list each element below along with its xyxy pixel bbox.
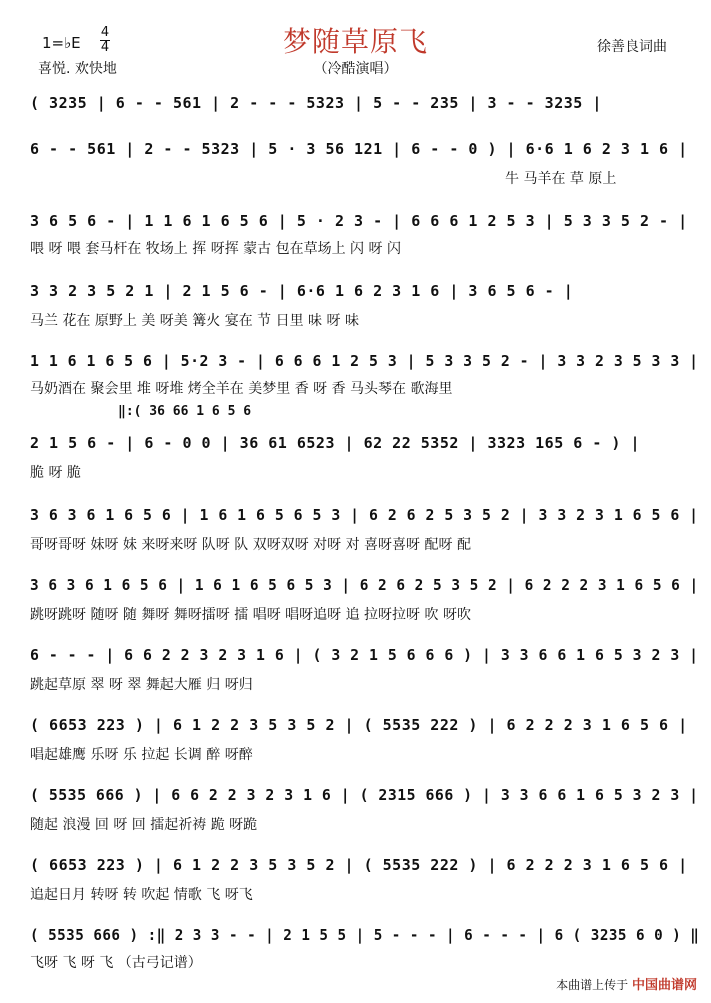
lyric-line-3: 喂 呀 喂 套马杆在 牧场上 挥 呀挥 蒙古 包在草场上 闪 呀 闪 — [30, 241, 401, 257]
lyric-line-11: 随起 浪漫 回 呀 回 擂起祈祷 跪 呀跪 — [30, 817, 258, 833]
song-title: 梦随草原飞 — [282, 25, 428, 58]
tempo-marking: 喜悦. 欢快地 — [38, 61, 117, 77]
lyric-line-10: 唱起雄鹰 乐呀 乐 拉起 长调 醉 呀醉 — [30, 747, 253, 763]
time-signature — [100, 26, 110, 55]
lyric-line-5: 马奶酒在 聚会里 堆 呀堆 烤全羊在 美梦里 香 呀 香 马头琴在 歌海里 — [30, 381, 453, 397]
lyric-line-2: 牛 马羊在 草 原上 — [505, 171, 617, 187]
lyric-line-12: 追起日月 转呀 转 吹起 情歌 飞 呀飞 — [30, 887, 253, 903]
score-line-7: 3 6 3 6 1 6 5 6 | 1 6 1 6 5 6 5 3 | 6 2 6 2 5 3 5 2 | 3 3 2 3 1 6 5 6 | — [30, 506, 699, 524]
score-line-3: 3 6 5 6 - | 1 1 6 1 6 5 6 | 5 · 2 3 - | 6 6 6 1 2 5 3 | 5 3 3 5 2 - | — [30, 212, 688, 230]
meter-top: 4 — [100, 25, 110, 40]
lyric-line-9: 跳起草原 翠 呀 翠 舞起大雁 归 呀归 — [30, 677, 253, 693]
site-logo[interactable]: 中国曲谱网 — [631, 978, 697, 993]
meter-bottom: 4 — [100, 40, 110, 55]
lyric-line-6: 脆 呀 脆 — [30, 465, 81, 481]
lyric-line-13: 飞呀 飞 呀 飞 （古弓记谱） — [30, 955, 202, 971]
score-line-13: ( 5535 666 ) :‖ 2 3 3 - - | 2 1 5 5 | 5 - - - | 6 - - - | 6 ( 3235 6 0 ) ‖ — [30, 926, 700, 944]
footer-credit — [556, 974, 697, 993]
repeat-prelude: ‖:( 36 66 1 6 5 6 — [118, 404, 252, 419]
upload-text: 本曲谱上传于 — [556, 978, 629, 992]
score-line-8: 3 6 3 6 1 6 5 6 | 1 6 1 6 5 6 5 3 | 6 2 6 2 5 3 5 2 | 6 2 2 2 3 1 6 5 6 | — [30, 576, 699, 594]
score-line-2: 6 - - 561 | 2 - - 5323 | 5 · 3 56 121 | 6 - - 0 ) | 6·6 1 6 2 3 1 6 | — [30, 140, 688, 158]
score-line-11: ( 5535 666 ) | 6 6 2 2 3 2 3 1 6 | ( 2315 666 ) | 3 3 6 6 1 6 5 3 2 3 | — [30, 786, 699, 804]
score-line-10: ( 6653 223 ) | 6 1 2 2 3 5 3 5 2 | ( 5535 222 ) | 6 2 2 2 3 1 6 5 6 | — [30, 716, 688, 734]
lyric-line-8: 跳呀跳呀 随呀 随 舞呀 舞呀擂呀 擂 唱呀 唱呀追呀 追 拉呀拉呀 吹 呀吹 — [30, 607, 471, 623]
score-line-6: 2 1 5 6 - | 6 - 0 0 | 36 61 6523 | 62 22 5352 | 3323 165 6 - ) | — [30, 434, 640, 452]
score-line-4: 3 3 2 3 5 2 1 | 2 1 5 6 - | 6·6 1 6 2 3 1 6 | 3 6 5 6 - | — [30, 282, 574, 300]
composer-credit: 徐善良词曲 — [597, 39, 667, 55]
score-line-5: 1 1 6 1 6 5 6 | 5·2 3 - | 6 6 6 1 2 5 3 | 5 3 3 5 2 - | 3 3 2 3 5 3 3 | — [30, 352, 699, 370]
lyric-line-7: 哥呀哥呀 妹呀 妹 来呀来呀 队呀 队 双呀双呀 对呀 对 喜呀喜呀 配呀 配 — [30, 537, 471, 553]
lyric-line-4: 马兰 花在 原野上 美 呀美 篝火 宴在 节 日里 味 呀 味 — [30, 313, 359, 329]
score-line-9: 6 - - - | 6 6 2 2 3 2 3 1 6 | ( 3 2 1 5 6 6 6 ) | 3 3 6 6 1 6 5 3 2 3 | — [30, 646, 699, 664]
performer-subtitle: （冷酷演唱） — [313, 61, 398, 77]
score-line-1: ( 3235 | 6 - - 561 | 2 - - - 5323 | 5 - - 235 | 3 - - 3235 | — [30, 94, 602, 112]
score-line-12: ( 6653 223 ) | 6 1 2 2 3 5 3 5 2 | ( 5535 222 ) | 6 2 2 2 3 1 6 5 6 | — [30, 856, 688, 874]
key-signature: 1=♭E — [42, 34, 81, 52]
